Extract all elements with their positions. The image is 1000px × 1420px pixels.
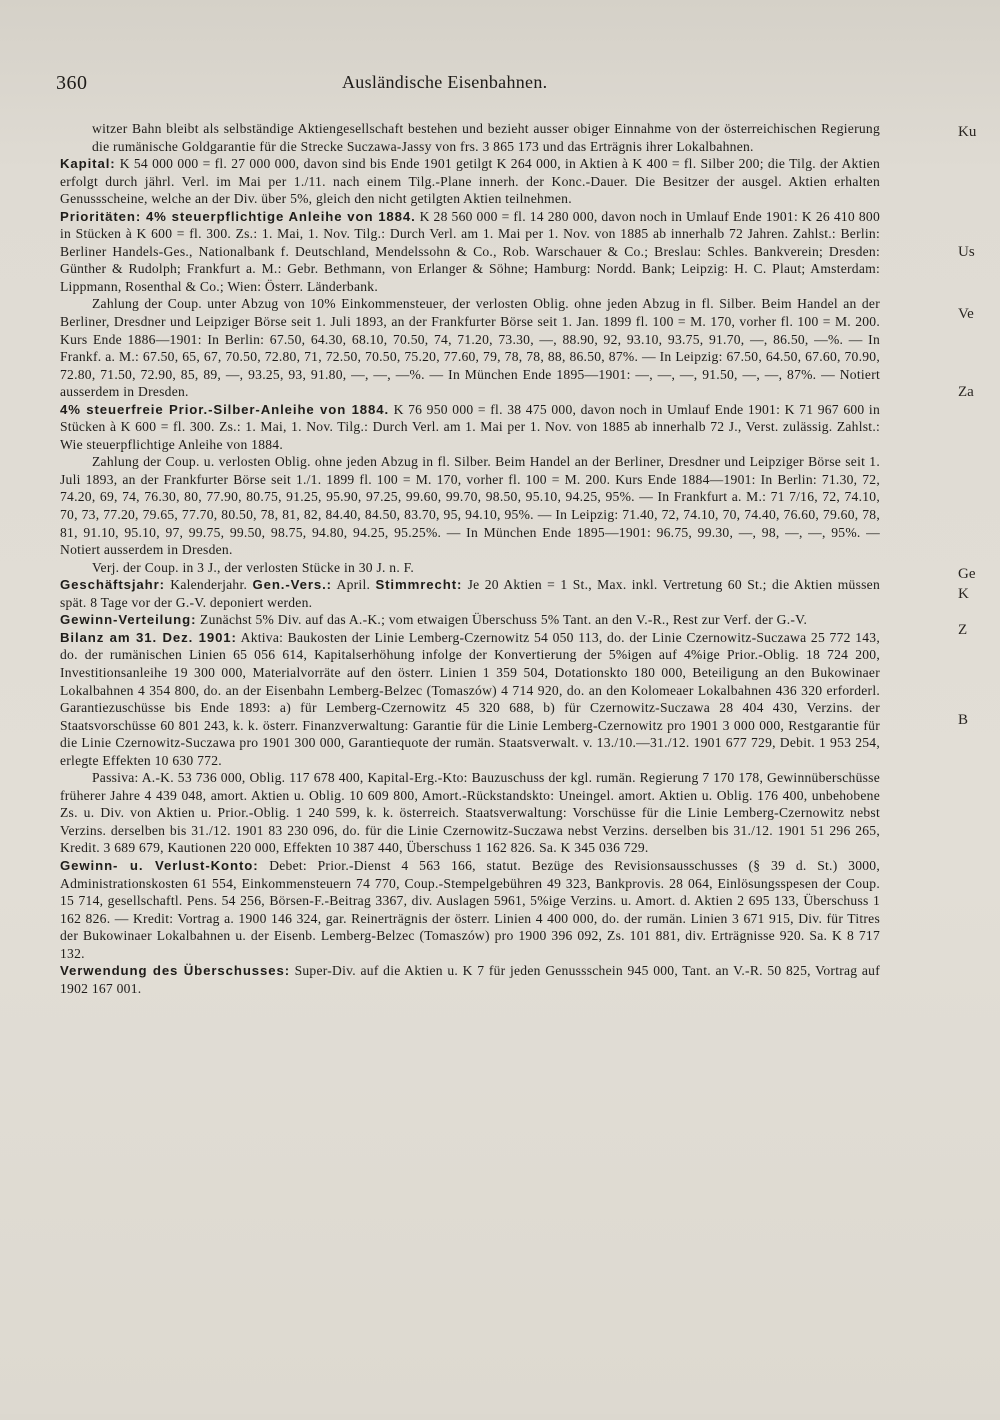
page-header: [56, 72, 896, 98]
bilanz-heading: Bilanz am 31. Dez. 1901:: [60, 629, 237, 645]
bilanz-paragraph: [60, 629, 880, 769]
intro-paragraph: witzer Bahn bleibt als selbständige Aktiengesellschaft bestehen und bezieht ausser obiger Einnahme von der österreichischen Regierung die rumänische Goldgarantie für die Strecke Suczawa-Jassy von frs. 3 865 173 und das Erträgnis ihrer Lokalbahnen.: [92, 121, 880, 154]
geschaeftsjahr-paragraph: [60, 576, 880, 611]
prioritaeten-zahlung-paragraph: Zahlung der Coup. unter Abzug von 10% Einkommensteuer, der verlosten Oblig. ohne jeden Abzug in fl. Silber. Beim Handel an der Berliner, Dresdner und Leipziger Börse seit 1. Juli 1893, an der Frankfurter Börse seit 1. Jan. 1899 fl. 100 = M. 170, vorher fl. 100 = M. 200. Kurs Ende 1886—1901: In Berlin: 67.50, 64.30, 68.10, 70.50, 74, 71.20, 73.30, —, 88.90, 92, 93.10, 93.75, 91.70, —, 86.50, —%. — In Frankf. a. M.: 67.50, 65, 67, 70.50, 72.80, 71, 72.50, 70.50, 75.20, 77.60, 79, 78, 78, 88, 86.50, 87%. — In Leipzig: 67.50, 64.50, 67.60, 70.90, 72.80, 71.50, 72.90, 85, 89, —, 93.25, 93, 91.80, —, —, —%. — In München Ende 1895—1901: —, —, —, 91.50, —, —, 87%. — Notiert ausserdem in Dresden.: [60, 296, 880, 400]
gen-vers-heading: Gen.-Vers.:: [252, 577, 332, 593]
running-head: Ausländische Eisenbahnen.: [342, 72, 548, 92]
geschaeftsjahr-heading: Geschäftsjahr:: [60, 577, 165, 593]
margin-fragment: Za: [958, 384, 974, 400]
kapital-heading: Kapital:: [60, 156, 116, 172]
stimmrecht-text: Je 20 Aktien = 1 St., Max. inkl. Vertretung 60 St.; die Aktien müssen spät. 8 Tage vor der G.-V. deponiert werden.: [60, 577, 881, 610]
gewinn-verteilung-text: Zunächst 5% Div. auf das A.-K.; vom etwaigen Überschuss 5% Tant. an den V.-R., Rest zur Verf. der G.-V.: [200, 612, 808, 628]
body-text: [60, 120, 880, 997]
verwendung-text: Super-Div. auf die Aktien u. K 7 für jeden Genussschein 945 000, Tant. an V.-R. 50 825, Vortrag auf 1902 167 001.: [60, 963, 880, 996]
silber-anleihe-heading: 4% steuerfreie Prior.-Silber-Anleihe von 1884.: [60, 401, 390, 417]
verwendung-heading: Verwendung des Überschusses:: [60, 963, 291, 979]
verjaehrung-paragraph: Verj. der Coup. in 3 J., der verlosten Stücke in 30 J. n. F.: [92, 559, 414, 575]
silber-anleihe-text: K 76 950 000 = fl. 38 475 000, davon noch in Umlauf Ende 1901: K 71 967 600 in Stücken à K 600 = fl. 300. Zs.: 1. Mai, 1. Nov. Tilg.: Durch Verl. am 1. Mai per 1. Nov. von 1885 ab innerhalb 72 J., Verst. zulässig. Zahlst.: Wie steuerpflichtige Anleihe von 1884.: [60, 401, 881, 452]
stimmrecht-heading: Stimmrecht:: [375, 577, 463, 593]
margin-fragment: Us: [958, 244, 975, 260]
gewinn-verlust-heading: Gewinn- u. Verlust-Konto:: [60, 857, 259, 873]
prioritaeten-text: K 28 560 000 = fl. 14 280 000, davon noch in Umlauf Ende 1901: K 26 410 800 in Stücken à K 600 = fl. 300. Zs.: 1. Mai, 1. Nov. Tilg.: Durch Verl. am 1. Mai per 1. Nov. von 1885 ab innerhalb 72 Jahren. Zahlst.: Berlin: Berliner Handels-Ges., Nationalbank f. Deutschland, Mendelssohn & Co., Rob. Warschauer & Co.; Breslau: Schles. Bankverein; Dresden: Günther & Rudolph; Frankfurt a. M.: Gebr. Bethmann, von Erlanger & Söhne; Hamburg: Nordd. Bank; Leipzig: H. C. Plaut; Amsterdam: Lippmann, Rosenthal & Co.; Wien: Österr. Länderbank.: [60, 208, 880, 294]
gewinn-verlust-paragraph: [60, 857, 880, 962]
silber-zahlung-paragraph: Zahlung der Coup. u. verlosten Oblig. ohne jeden Abzug in fl. Silber. Beim Handel an der Berliner, Dresdner und Leipziger Börse seit 1. Juli 1893, an der Frankfurter Börse seit 1./1. 1899 fl. 100 = M. 170, vorher fl. 100 = M. 200. Kurs Ende 1884—1901: In Berlin: 71.30, 72, 74.20, 69, 74, 76.30, 80, 77.90, 80.75, 91.25, 95.90, 97.25, 99.60, 99.70, 98.50, 95.10, 94.25, 95%. — In Frankfurt a. M.: 71 7/16, 72, 74.10, 70, 73, 77.20, 79.65, 77.70, 80.50, 78, 81, 82, 84.40, 84.50, 83.70, 95, 94.10, 95%. — In Leipzig: 71.40, 72, 74.10, 70, 74.40, 76.60, 79.60, 78, 81, 91.10, 95.10, 97, 99.75, 99.50, 98.75, 94.80, 94.25, 95.25%. — In München Ende 1895—1901: 96.75, 99.30, —, 98, —, —, 95%. — Notiert ausserdem in Dresden.: [60, 454, 880, 558]
passiva-paragraph: Passiva: A.-K. 53 736 000, Oblig. 117 678 400, Kapital-Erg.-Kto: Bauzuschuss der kgl. rumän. Regierung 7 170 178, Gewinnüberschüsse früherer Jahre 4 439 048, amort. Aktien u. Oblig. 10 609 800, Amort.-Rückstandskto: Uneingel. amort. Aktien u. Oblig. 176 400, unbehobene Zs. u. Div. von Aktien u. Prior.-Oblig. 1 240 599, k. k. österreich. Staatsverwaltung: Vorschüsse für die Linie Lemberg-Czernowitz nebst Verzins. derselben bis 31./12. 1901 83 230 096, do. für die Linie Czernowitz-Suczawa nebst Verzins. derselben bis 31./12. 1901 51 296 265, Kredit. 3 689 679, Kautionen 220 000, Effekten 10 387 440, Überschuss 1 162 826. Sa. K 345 036 729.: [60, 770, 880, 856]
margin-fragment: K: [958, 586, 969, 602]
gewinn-verlust-text: Debet: Prior.-Dienst 4 563 166, statut. Bezüge des Revisionsausschusses (§ 39 d. St.) 3000, Administrationskosten 61 554, Einkommensteuern 74 770, Coup.-Stempelgebühren 49 323, Bankprovis. 28 064, Einlösungsspesen der Coup. 15 714, gesellschaftl. Pens. 54 256, Börsen-F.-Beitrag 3367, div. Auslagen 5961, 5%ige Verzins. u. Amort. d. Aktien 2 695 133, Überschuss 1 162 826. — Kredit: Vortrag a. 1900 146 324, gar. Reinerträgnis der österr. Linien 4 400 000, do. der rumän. Linien 3 671 915, Div. für Titres der Bukowinaer Lokalbahnen u. der Eisenb. Lemberg-Belzec (Tomaszów) pro 1900 396 092, Zs. 101 881, div. Erträgnisse 920. Sa. K 8 717 132.: [60, 857, 880, 961]
page-number: 360: [56, 72, 88, 94]
prioritaeten-heading: Prioritäten: 4% steuerpflichtige Anleihe von 1884.: [60, 208, 416, 224]
margin-fragment: Ve: [958, 306, 974, 322]
gen-vers-text: April.: [336, 577, 371, 593]
verwendung-paragraph: [60, 962, 880, 997]
kapital-paragraph: [60, 155, 880, 208]
facing-page-margin: [952, 120, 1000, 1420]
margin-fragment: Ge: [958, 566, 976, 582]
margin-fragment: Z: [958, 622, 968, 638]
margin-fragment: B: [958, 712, 969, 728]
prioritaeten-paragraph: [60, 208, 880, 296]
kapital-text: K 54 000 000 = fl. 27 000 000, davon sind bis Ende 1901 getilgt K 264 000, in Aktien à K 400 = fl. Silber 200; die Tilg. der Aktien erfolgt durch jährl. Verl. im Mai per 1./11. nach einem Tilg.-Plane innerh. der Konc.-Dauer. Die Besitzer der ausgel. Aktien erhalten Genussscheine, welche an der Div. über 5%, gleich den nicht getilgten Aktien teilnehmen.: [60, 156, 880, 207]
silber-anleihe-paragraph: [60, 401, 880, 454]
gewinn-verteilung-paragraph: [60, 611, 880, 629]
geschaeftsjahr-text: Kalenderjahr.: [170, 577, 248, 593]
aktiva-text: Aktiva: Baukosten der Linie Lemberg-Czernowitz 54 050 113, do. der Linie Czernowitz-Suczawa 25 772 143, do. der rumänischen Linien 65 056 614, Kapitalserhöhung infolge der Konvertierung der 5%igen auf 4%ige Prior.-Oblig. 18 724 200, Investitionsanleihe 19 300 000, Materialvorräte auf den österr. Linien 1 359 504, Dotationskto 180 000, Beteiligung an den Bukowinaer Lokalbahnen 4 354 800, do. an der Eisenbahn Lemberg-Belzec (Tomaszów) 4 714 920, do. an den Kolomeaer Lokalbahnen 436 320 erforderl. Garantiezuschüsse bis Ende 1893: a) für Lemberg-Czernowitz 45 320 688, b) für Czernowitz-Suczawa 28 404 430, Verzins. der Staatsvorschüsse 60 801 243, k. k. österr. Finanzverwaltung: Garantie für die Linie Lemberg-Czernowitz pro 1901 3 000 000, Restgarantie für die Linie Czernowitz-Suczawa pro 1901 300 000, Garantiequote der rumän. Staatsverwalt. v. 13./10.—31./12. 1901 677 729, Debit. 1 953 254, erlegte Effekten 10 630 772.: [60, 629, 881, 768]
gewinn-verteilung-heading: Gewinn-Verteilung:: [60, 612, 197, 628]
margin-fragment: Ku: [958, 124, 977, 140]
